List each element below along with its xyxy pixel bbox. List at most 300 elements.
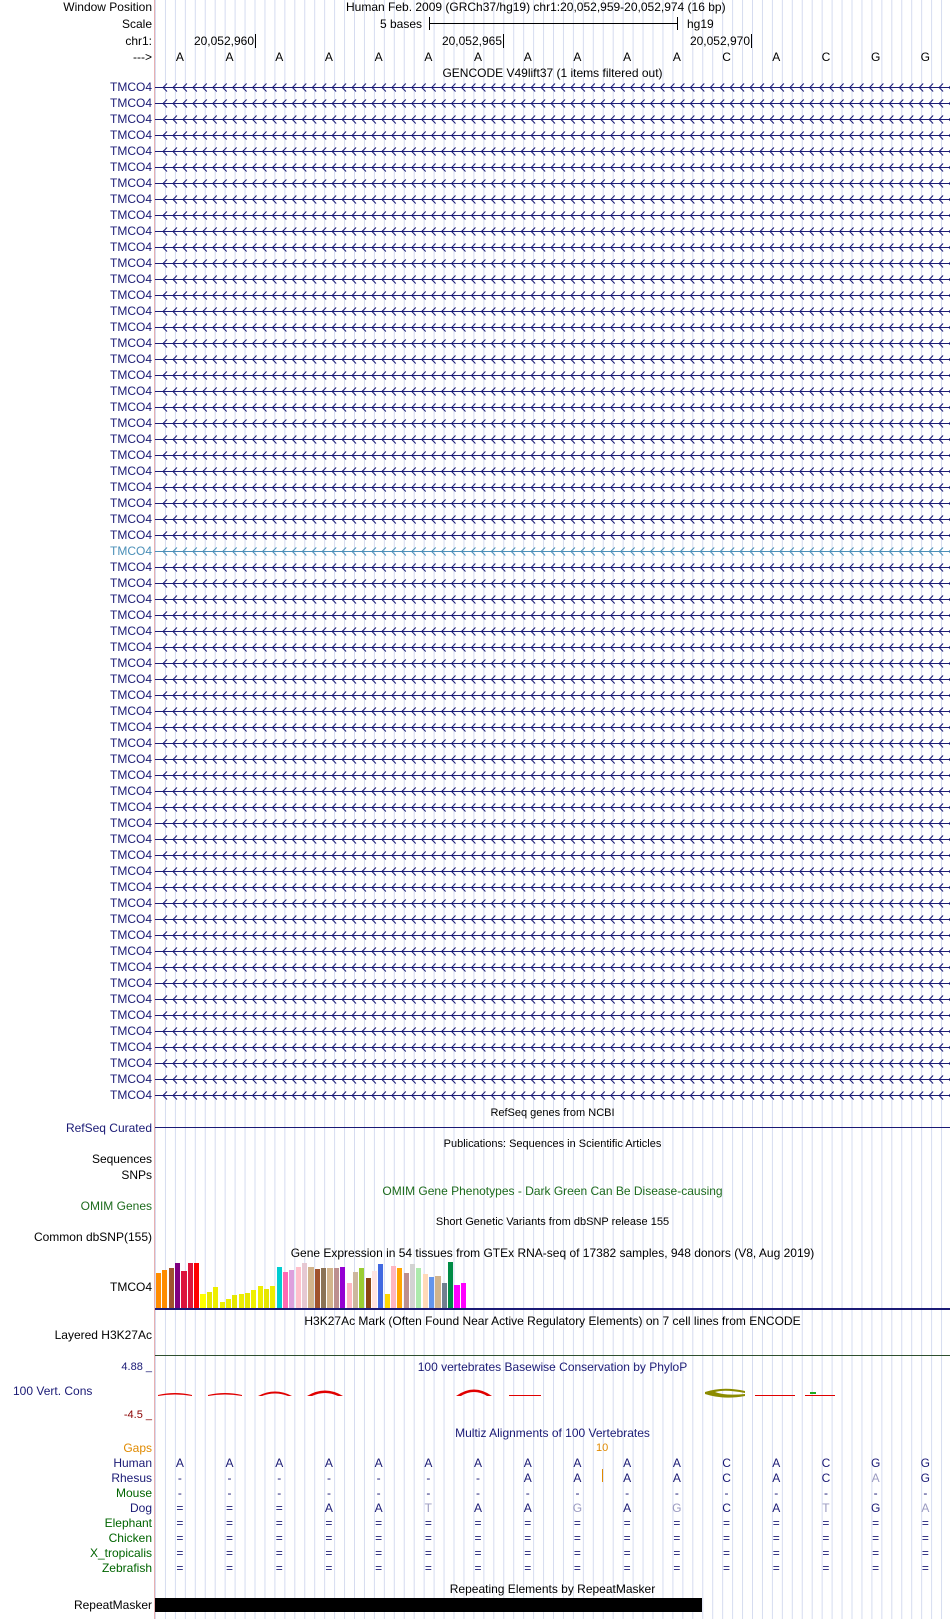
multiz-species-label[interactable]: Human — [113, 1456, 152, 1470]
gencode-transcript-line[interactable] — [155, 450, 950, 461]
multiz-aligned-base: = — [673, 1531, 681, 1545]
repeatmasker-track-title[interactable]: Repeating Elements by RepeatMasker — [449, 1582, 656, 1596]
gencode-transcript-line[interactable] — [155, 834, 950, 845]
gencode-transcript-label[interactable]: TMCO4 — [110, 832, 152, 846]
multiz-aligned-base: A — [623, 1501, 632, 1515]
gtex-tissue-bar[interactable] — [220, 1302, 225, 1308]
gencode-transcript-label[interactable]: TMCO4 — [110, 720, 152, 734]
multiz-aligned-base: = — [673, 1516, 681, 1530]
gencode-transcript-line[interactable] — [155, 82, 950, 93]
gtex-tissue-bar[interactable] — [156, 1273, 161, 1308]
gtex-tissue-bar[interactable] — [359, 1268, 364, 1308]
gtex-tissue-bar[interactable] — [442, 1283, 447, 1308]
gencode-transcript-line[interactable] — [155, 402, 950, 413]
multiz-aligned-base: G — [672, 1501, 682, 1515]
gencode-transcript-line[interactable] — [155, 466, 950, 477]
multiz-aligned-base: = — [673, 1561, 681, 1575]
multiz-aligned-base: = — [623, 1561, 631, 1575]
multiz-aligned-base: = — [474, 1561, 482, 1575]
gencode-transcript-line[interactable] — [155, 562, 950, 573]
gtex-tissue-bar[interactable] — [289, 1270, 294, 1308]
gencode-transcript-line[interactable] — [155, 770, 950, 781]
gencode-transcript-label[interactable]: TMCO4 — [110, 160, 152, 174]
multiz-aligned-base: - — [476, 1471, 481, 1485]
gtex-tissue-bar[interactable] — [188, 1263, 193, 1308]
gencode-transcript-label[interactable]: TMCO4 — [110, 352, 152, 366]
gencode-transcript-label[interactable]: TMCO4 — [110, 624, 152, 638]
multiz-aligned-base: = — [623, 1546, 631, 1560]
gencode-transcript-line[interactable] — [155, 978, 950, 989]
gencode-transcript-label[interactable]: TMCO4 — [110, 432, 152, 446]
gencode-transcript-label[interactable]: TMCO4 — [110, 208, 152, 222]
gencode-transcript-line[interactable] — [155, 306, 950, 317]
gencode-transcript-label[interactable]: TMCO4 — [110, 1056, 152, 1070]
gencode-transcript-line[interactable] — [155, 1042, 950, 1053]
multiz-aligned-base: - — [326, 1471, 331, 1485]
gtex-tissue-bar[interactable] — [194, 1263, 199, 1308]
gencode-transcript-line[interactable] — [155, 594, 950, 605]
multiz-aligned-base: = — [921, 1546, 929, 1560]
gencode-transcript-line[interactable] — [155, 546, 950, 557]
multiz-aligned-base: = — [325, 1546, 333, 1560]
gtex-tissue-bar[interactable] — [397, 1268, 402, 1308]
gencode-transcript-label[interactable]: TMCO4 — [110, 192, 152, 206]
ruler-tick-1 — [255, 34, 256, 48]
multiz-aligned-base: = — [176, 1516, 184, 1530]
multiz-aligned-base: - — [376, 1471, 381, 1485]
gencode-transcript-label[interactable]: TMCO4 — [110, 368, 152, 382]
gencode-transcript-label[interactable]: TMCO4 — [110, 736, 152, 750]
gencode-transcript-line[interactable] — [155, 146, 950, 157]
gtex-tissue-bar[interactable] — [353, 1272, 358, 1308]
gencode-transcript-label[interactable]: TMCO4 — [110, 464, 152, 478]
h3k27ac-baseline — [155, 1355, 950, 1356]
multiz-aligned-base: = — [872, 1561, 880, 1575]
gtex-tissue-bar[interactable] — [200, 1294, 205, 1308]
multiz-aligned-base: - — [476, 1486, 481, 1500]
gencode-transcript-line[interactable] — [155, 274, 950, 285]
multiz-aligned-base: A — [374, 1456, 383, 1470]
multiz-aligned-base: A — [275, 1456, 284, 1470]
multiz-aligned-base: = — [474, 1546, 482, 1560]
gencode-transcript-line[interactable] — [155, 322, 950, 333]
gencode-transcript-label[interactable]: TMCO4 — [110, 944, 152, 958]
gencode-transcript-line[interactable] — [155, 706, 950, 717]
gencode-transcript-line[interactable] — [155, 578, 950, 589]
multiz-aligned-base: = — [424, 1561, 432, 1575]
publications-sequences-label[interactable]: Sequences — [91, 1152, 152, 1166]
gencode-transcript-line[interactable] — [155, 290, 950, 301]
reference-base: A — [474, 50, 483, 64]
multiz-aligned-base: = — [822, 1531, 830, 1545]
gencode-transcript-label[interactable]: TMCO4 — [110, 656, 152, 670]
gencode-transcript-label[interactable]: TMCO4 — [110, 640, 152, 654]
multiz-aligned-base: = — [424, 1516, 432, 1530]
gencode-transcript-line[interactable] — [155, 930, 950, 941]
ruler-position-3: 20,052,970 — [689, 34, 750, 48]
gencode-transcript-label[interactable]: TMCO4 — [110, 560, 152, 574]
gtex-tissue-bar[interactable] — [181, 1271, 186, 1308]
gencode-transcript-line[interactable] — [155, 962, 950, 973]
multiz-aligned-base: = — [176, 1546, 184, 1560]
multiz-aligned-base: A — [523, 1456, 532, 1470]
gencode-transcript-label[interactable]: TMCO4 — [110, 144, 152, 158]
gtex-tissue-bar[interactable] — [435, 1276, 440, 1308]
multiz-aligned-base: = — [573, 1531, 581, 1545]
h3k27ac-track-label[interactable]: Layered H3K27Ac — [54, 1328, 152, 1342]
gencode-transcript-line[interactable] — [155, 786, 950, 797]
scale-bases-text: 5 bases — [380, 17, 423, 31]
gencode-transcript-label[interactable]: TMCO4 — [110, 896, 152, 910]
phylop-track-label[interactable]: 100 Vert. Cons — [13, 1384, 93, 1398]
multiz-aligned-base: A — [772, 1471, 781, 1485]
dbsnp-track-label[interactable]: Common dbSNP(155) — [33, 1230, 152, 1244]
gencode-transcript-line[interactable] — [155, 610, 950, 621]
gencode-transcript-line[interactable] — [155, 722, 950, 733]
gencode-transcript-label[interactable]: TMCO4 — [110, 608, 152, 622]
gencode-transcript-label[interactable]: TMCO4 — [110, 848, 152, 862]
gencode-transcript-line[interactable] — [155, 1058, 950, 1069]
gencode-transcript-label[interactable]: TMCO4 — [110, 1024, 152, 1038]
gtex-tissue-bar[interactable] — [448, 1262, 453, 1308]
multiz-species-label[interactable]: Elephant — [104, 1516, 152, 1530]
gencode-transcript-label[interactable]: TMCO4 — [110, 912, 152, 926]
gap-marker: 10 — [596, 1442, 609, 1454]
multiz-aligned-base: A — [474, 1456, 483, 1470]
multiz-aligned-base: - — [277, 1486, 282, 1500]
multiz-aligned-base: - — [177, 1486, 182, 1500]
gencode-transcript-line[interactable] — [155, 114, 950, 125]
gencode-transcript-label[interactable]: TMCO4 — [110, 816, 152, 830]
gencode-transcript-label[interactable]: TMCO4 — [110, 864, 152, 878]
multiz-aligned-base: = — [474, 1516, 482, 1530]
gencode-transcript-line[interactable] — [155, 162, 950, 173]
multiz-aligned-base: = — [176, 1561, 184, 1575]
gencode-transcript-label[interactable]: TMCO4 — [110, 928, 152, 942]
gtex-tissue-bar[interactable] — [175, 1263, 180, 1308]
gencode-transcript-label[interactable]: TMCO4 — [110, 96, 152, 110]
gencode-transcript-label[interactable]: TMCO4 — [110, 480, 152, 494]
multiz-aligned-base: A — [772, 1501, 781, 1515]
gtex-track-label[interactable]: TMCO4 — [110, 1280, 152, 1294]
multiz-aligned-base: = — [226, 1561, 234, 1575]
multiz-aligned-base: = — [772, 1546, 780, 1560]
scale-label: Scale — [121, 17, 152, 31]
gencode-transcript-label[interactable]: TMCO4 — [110, 992, 152, 1006]
multiz-aligned-base: C — [821, 1456, 831, 1470]
gencode-transcript-label[interactable]: TMCO4 — [110, 288, 152, 302]
gencode-transcript-label[interactable]: TMCO4 — [110, 880, 152, 894]
multiz-aligned-base: = — [176, 1531, 184, 1545]
gtex-tissue-bar[interactable] — [391, 1266, 396, 1308]
gencode-transcript-line[interactable] — [155, 802, 950, 813]
multiz-aligned-base: = — [524, 1561, 532, 1575]
multiz-species-label[interactable]: X_tropicalis — [89, 1546, 152, 1560]
multiz-aligned-base: = — [226, 1531, 234, 1545]
scale-bar-right-tick — [677, 17, 678, 30]
gencode-transcript-line[interactable] — [155, 498, 950, 509]
gtex-tissue-bar[interactable] — [264, 1289, 269, 1308]
gencode-transcript-label[interactable]: TMCO4 — [110, 704, 152, 718]
gencode-transcript-label[interactable]: TMCO4 — [110, 272, 152, 286]
multiz-aligned-base: A — [374, 1501, 383, 1515]
gencode-transcript-label[interactable]: TMCO4 — [110, 128, 152, 142]
refseq-track-title[interactable]: RefSeq genes from NCBI — [490, 1107, 615, 1119]
gencode-transcript-label[interactable]: TMCO4 — [110, 80, 152, 94]
gencode-transcript-line[interactable] — [155, 1090, 950, 1101]
gencode-transcript-label[interactable]: TMCO4 — [110, 400, 152, 414]
gencode-transcript-line[interactable] — [155, 866, 950, 877]
gencode-track-title[interactable]: GENCODE V49lift37 (1 items filtered out) — [442, 66, 663, 80]
multiz-aligned-base: = — [772, 1561, 780, 1575]
multiz-aligned-base: = — [424, 1531, 432, 1545]
gencode-transcript-label[interactable]: TMCO4 — [110, 528, 152, 542]
multiz-species-label[interactable]: Chicken — [108, 1531, 152, 1545]
gencode-transcript-label[interactable]: TMCO4 — [110, 512, 152, 526]
gencode-transcript-line[interactable] — [155, 434, 950, 445]
gencode-transcript-line[interactable] — [155, 226, 950, 237]
repeatmasker-element[interactable] — [155, 1598, 702, 1612]
gencode-transcript-label[interactable]: TMCO4 — [110, 496, 152, 510]
gencode-transcript-label[interactable]: TMCO4 — [110, 224, 152, 238]
gencode-transcript-label[interactable]: TMCO4 — [110, 688, 152, 702]
gtex-tissue-bar[interactable] — [429, 1277, 434, 1308]
gencode-transcript-line[interactable] — [155, 674, 950, 685]
scale-bar-left-tick — [429, 17, 430, 30]
multiz-species-label[interactable]: Dog — [129, 1501, 152, 1515]
gencode-transcript-line[interactable] — [155, 370, 950, 381]
gtex-tissue-bar[interactable] — [423, 1274, 428, 1308]
reference-base: A — [424, 50, 433, 64]
gencode-transcript-label[interactable]: TMCO4 — [110, 416, 152, 430]
gencode-transcript-line[interactable] — [155, 898, 950, 909]
multiz-aligned-base: = — [772, 1516, 780, 1530]
multiz-aligned-base: - — [426, 1486, 431, 1500]
phylop-max-label: 4.88 _ — [121, 1361, 152, 1373]
multiz-aligned-base: = — [872, 1516, 880, 1530]
reference-base: C — [821, 50, 831, 64]
gencode-transcript-label[interactable]: TMCO4 — [110, 256, 152, 270]
gencode-transcript-line[interactable] — [155, 818, 950, 829]
multiz-aligned-base: A — [772, 1456, 781, 1470]
gencode-transcript-line[interactable] — [155, 914, 950, 925]
gencode-transcript-label[interactable]: TMCO4 — [110, 176, 152, 190]
h3k27ac-track-title[interactable]: H3K27Ac Mark (Often Found Near Active Regulatory Elements) on 7 cell lines from ENCODE — [304, 1314, 801, 1328]
gtex-tissue-bar[interactable] — [378, 1264, 383, 1308]
gencode-transcript-label[interactable]: TMCO4 — [110, 240, 152, 254]
multiz-aligned-base: A — [175, 1456, 184, 1470]
gtex-tissue-bar[interactable] — [416, 1268, 421, 1308]
gtex-tissue-bar[interactable] — [321, 1268, 326, 1308]
phylop-track-title[interactable]: 100 vertebrates Basewise Conservation by PhyloP — [417, 1360, 688, 1374]
gencode-transcript-line[interactable] — [155, 418, 950, 429]
gtex-tissue-bar[interactable] — [385, 1294, 390, 1308]
gencode-transcript-line[interactable] — [155, 178, 950, 189]
gaps-label[interactable]: Gaps — [123, 1441, 152, 1455]
multiz-aligned-base: - — [575, 1486, 580, 1500]
multiz-aligned-base: - — [724, 1486, 729, 1500]
multiz-aligned-base: = — [723, 1546, 731, 1560]
gencode-transcript-line[interactable] — [155, 658, 950, 669]
multiz-aligned-base: = — [872, 1546, 880, 1560]
multiz-aligned-base: A — [523, 1471, 532, 1485]
gtex-tissue-bar[interactable] — [283, 1272, 288, 1308]
gencode-transcript-line[interactable] — [155, 98, 950, 109]
gencode-transcript-line[interactable] — [155, 994, 950, 1005]
gtex-tissue-bar[interactable] — [277, 1267, 282, 1308]
gencode-transcript-line[interactable] — [155, 130, 950, 141]
gtex-tissue-bar[interactable] — [334, 1268, 339, 1308]
gtex-tissue-bar[interactable] — [372, 1271, 377, 1308]
gencode-transcript-label[interactable]: TMCO4 — [110, 304, 152, 318]
gencode-transcript-line[interactable] — [155, 1074, 950, 1085]
gencode-transcript-label[interactable]: TMCO4 — [110, 800, 152, 814]
multiz-aligned-base: = — [623, 1516, 631, 1530]
multiz-aligned-base: = — [375, 1531, 383, 1545]
gtex-tissue-bar[interactable] — [461, 1283, 466, 1308]
multiz-aligned-base: = — [275, 1546, 283, 1560]
multiz-aligned-base: = — [226, 1501, 234, 1515]
gencode-transcript-line[interactable] — [155, 210, 950, 221]
gtex-tissue-bar[interactable] — [162, 1270, 167, 1308]
gtex-tissue-bar[interactable] — [239, 1294, 244, 1308]
gtex-tissue-bar[interactable] — [245, 1293, 250, 1308]
gtex-tissue-bar[interactable] — [340, 1267, 345, 1308]
gtex-tissue-bar[interactable] — [327, 1268, 332, 1308]
gencode-transcript-label[interactable]: TMCO4 — [110, 336, 152, 350]
repeatmasker-track-label[interactable]: RepeatMasker — [73, 1598, 152, 1612]
gtex-tissue-bar[interactable] — [258, 1286, 263, 1308]
multiz-aligned-base: A — [225, 1456, 234, 1470]
multiz-aligned-base: = — [325, 1561, 333, 1575]
gencode-transcript-label[interactable]: TMCO4 — [110, 976, 152, 990]
gencode-transcript-label[interactable]: TMCO4 — [110, 1072, 152, 1086]
gencode-transcript-label[interactable]: TMCO4 — [110, 576, 152, 590]
gencode-transcript-label[interactable]: TMCO4 — [110, 592, 152, 606]
multiz-aligned-base: = — [424, 1546, 432, 1560]
gencode-transcript-line[interactable] — [155, 338, 950, 349]
multiz-aligned-base: = — [375, 1546, 383, 1560]
gencode-transcript-label[interactable]: TMCO4 — [110, 672, 152, 686]
gtex-tissue-bar[interactable] — [410, 1264, 415, 1308]
omim-track-title[interactable]: OMIM Gene Phenotypes - Dark Green Can Be Disease-causing — [382, 1184, 723, 1198]
multiz-aligned-base: - — [823, 1486, 828, 1500]
gtex-tissue-bar[interactable] — [169, 1268, 174, 1308]
multiz-aligned-base: - — [277, 1471, 282, 1485]
multiz-aligned-base: = — [573, 1546, 581, 1560]
publications-snps-label[interactable]: SNPs — [121, 1168, 152, 1182]
gencode-transcript-label[interactable]: TMCO4 — [110, 960, 152, 974]
gencode-transcript-label[interactable]: TMCO4 — [110, 112, 152, 126]
multiz-species-label[interactable]: Rhesus — [111, 1471, 152, 1485]
multiz-aligned-base: = — [723, 1561, 731, 1575]
gencode-transcript-label[interactable]: TMCO4 — [110, 768, 152, 782]
reference-base: A — [772, 50, 781, 64]
gencode-transcript-line[interactable] — [155, 258, 950, 269]
omim-track-label[interactable]: OMIM Genes — [80, 1199, 152, 1213]
multiz-aligned-base: A — [424, 1456, 433, 1470]
multiz-aligned-base: A — [324, 1501, 333, 1515]
gtex-tissue-bar[interactable] — [226, 1299, 231, 1308]
multiz-aligned-base: = — [623, 1531, 631, 1545]
gencode-transcript-line[interactable] — [155, 1026, 950, 1037]
gencode-transcript-line[interactable] — [155, 626, 950, 637]
gencode-transcript-label[interactable]: TMCO4 — [110, 1008, 152, 1022]
gtex-tissue-bar[interactable] — [213, 1287, 218, 1308]
dbsnp-track-title[interactable]: Short Genetic Variants from dbSNP release 155 — [435, 1216, 670, 1228]
gencode-transcript-label[interactable]: TMCO4 — [110, 1040, 152, 1054]
multiz-aligned-base: = — [822, 1546, 830, 1560]
gtex-tissue-bar[interactable] — [347, 1283, 352, 1308]
gencode-transcript-line[interactable] — [155, 482, 950, 493]
multiz-aligned-base: A — [474, 1501, 483, 1515]
gencode-transcript-line[interactable] — [155, 1010, 950, 1021]
gencode-transcript-line[interactable] — [155, 242, 950, 253]
gencode-transcript-line[interactable] — [155, 354, 950, 365]
gtex-tissue-bar[interactable] — [302, 1263, 307, 1308]
multiz-aligned-base: - — [923, 1486, 928, 1500]
multiz-species-label[interactable]: Zebrafish — [101, 1561, 152, 1575]
publications-track-title[interactable]: Publications: Sequences in Scientific Articles — [443, 1138, 662, 1150]
reference-base: A — [523, 50, 532, 64]
gencode-transcript-label[interactable]: TMCO4 — [110, 784, 152, 798]
gtex-tissue-bar[interactable] — [270, 1286, 275, 1308]
gtex-tissue-bar[interactable] — [251, 1290, 256, 1308]
gencode-transcript-line[interactable] — [155, 946, 950, 957]
gencode-transcript-line[interactable] — [155, 882, 950, 893]
multiz-aligned-base: = — [325, 1516, 333, 1530]
multiz-aligned-base: = — [772, 1531, 780, 1545]
gencode-transcript-label[interactable]: TMCO4 — [110, 384, 152, 398]
gtex-tissue-bar[interactable] — [366, 1278, 371, 1308]
gencode-transcript-label[interactable]: TMCO4 — [110, 544, 152, 558]
gtex-tissue-bar[interactable] — [308, 1267, 313, 1308]
gencode-transcript-label[interactable]: TMCO4 — [110, 1088, 152, 1102]
gencode-transcript-label[interactable]: TMCO4 — [110, 752, 152, 766]
gtex-tissue-bar[interactable] — [454, 1285, 459, 1308]
chrom-label: chr1: — [125, 34, 152, 48]
multiz-aligned-base: = — [275, 1501, 283, 1515]
gap-insertion-mark — [602, 1469, 603, 1482]
gtex-track-baseline — [155, 1308, 950, 1310]
gencode-transcript-line[interactable] — [155, 194, 950, 205]
gencode-transcript-line[interactable] — [155, 514, 950, 525]
gencode-transcript-line[interactable] — [155, 530, 950, 541]
gencode-transcript-label[interactable]: TMCO4 — [110, 320, 152, 334]
gencode-transcript-line[interactable] — [155, 738, 950, 749]
gtex-tissue-bar[interactable] — [207, 1292, 212, 1308]
gtex-tissue-bar[interactable] — [296, 1267, 301, 1308]
gencode-transcript-label[interactable]: TMCO4 — [110, 448, 152, 462]
multiz-aligned-base: = — [275, 1516, 283, 1530]
gencode-transcript-line[interactable] — [155, 642, 950, 653]
gtex-tissue-bar[interactable] — [404, 1273, 409, 1308]
gencode-transcript-line[interactable] — [155, 386, 950, 397]
multiz-species-label[interactable]: Mouse — [115, 1486, 152, 1500]
gtex-tissue-bar[interactable] — [232, 1295, 237, 1308]
reference-base: A — [672, 50, 681, 64]
multiz-track-title[interactable]: Multiz Alignments of 100 Vertebrates — [455, 1426, 650, 1440]
multiz-aligned-base: - — [774, 1486, 779, 1500]
gencode-transcript-line[interactable] — [155, 850, 950, 861]
gtex-track-title[interactable]: Gene Expression in 54 tissues from GTEx RNA-seq of 17382 samples, 948 donors (V8, Aug 2019) — [290, 1246, 815, 1260]
refseq-track-label[interactable]: RefSeq Curated — [65, 1121, 152, 1135]
scale-bar — [429, 23, 677, 24]
gencode-transcript-line[interactable] — [155, 754, 950, 765]
gtex-tissue-bar[interactable] — [315, 1269, 320, 1308]
gencode-transcript-line[interactable] — [155, 690, 950, 701]
multiz-aligned-base: A — [623, 1456, 632, 1470]
